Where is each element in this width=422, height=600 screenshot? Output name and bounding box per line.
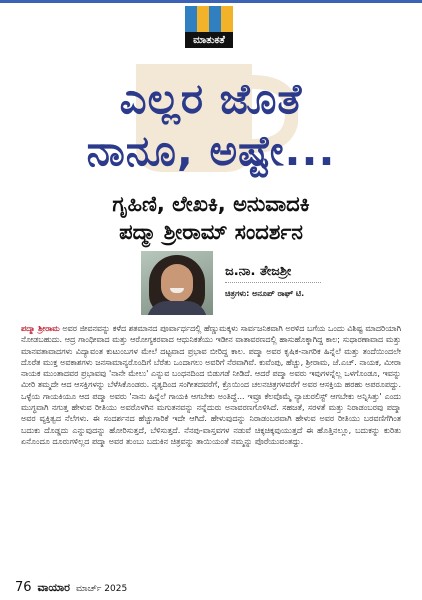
photo-credit: ಚಿತ್ರಗಳು: ಅನೂಪ್ ರಾಘ್ ಟಿ. bbox=[225, 289, 305, 298]
subheadline-line-1: ಗೃಹಿಣಿ, ಲೇಖಕಿ, ಅನುವಾದಕಿ bbox=[112, 192, 310, 216]
author-name: ಜ.ನಾ. ತೇಜಶ್ರೀ bbox=[225, 264, 292, 279]
tag-stripe-4 bbox=[221, 6, 233, 32]
issue-date: ಮಾರ್ಚ್ 2025 bbox=[75, 584, 128, 594]
byline-divider bbox=[225, 282, 321, 283]
tag-stripe-1 bbox=[185, 6, 197, 32]
article-lead: ಪದ್ಮಾ ಶ್ರೀರಾಮ bbox=[21, 324, 60, 333]
tag-stripe-2 bbox=[197, 6, 209, 32]
top-accent-bar bbox=[0, 0, 422, 3]
article-text: ಅವರ ಜೀವನವನ್ನು ಕಳೆದ ಶತಮಾನದ ಪೂರ್ವಾರ್ಧದಲ್ಲಿ ಹೆಣ್ಣುಮಕ್ಕಳು ಸಾರ್ವಜನಿಕವಾಗಿ ಅರಳಿದ ಬಗೆಯ ಒಂದು ವಿಶಿಷ್ಟ ಮಾದರಿಯಾಗಿ ನೋಡಬಹುದು. ಆದ್ರ ಗಾಂಧೀವಾದ ಮತ್ತು ಆರೋಗ್ಯಕರವಾದ ಆಧುನಿಕತೆಯು ಇಡೀನ ವಾತಾವರಣದಲ್ಲಿ ಹಾಸುಹೊಕ್ಕಾಗಿದ್ದ ಕಾಲ; ಸುಧಾರಣಾವಾದ ಮತ್ತು ಮಾನವತಾವಾದಗಳು ವಿದ್ಯಾವಂತ ಕುಟುಂಬಗಳ ಮೇಲೆ ದಟ್ಟವಾದ ಪ್ರಭಾವ ಬೀರಿದ್ದ ಕಾಲ. ಪದ್ಮಾ ಅವರ ಕೃಷಿಕ-ನಾಗರಿಕ ಹಿನ್ನೆಲೆ ಮತ್ತು ತಂದೆಯಿಂದಲೇ ದೊರೆತ ಮುಕ್ತ ಅವಕಾಶಗಳು ಜನಸಾಮಾನ್ಯರೊಂದಿಗೆ ಬೆರೆತು ಒಂದಾಗಲು ಅವರಿಗೆ ನೆರವಾಗಿವೆ. ಕುವೆಂಪು, ಹೆಚ್ಚು, ಶ್ರೀರಾಮ, ಜೆ.ಎಚ್. ನಾಯಕ, ಮೀರಾ ನಾಯಕ ಮುಂತಾದವರ ಪ್ರಭಾವವು 'ನಾನೇ ಮೇಲು' ಎನ್ನುವ ಬಂಧನದಿಂದ ಬಿಡುಗಡೆ ನೀಡಿದೆ. ಆದರೆ ಪದ್ಮಾ ಅವರು ಇವುಗಳನ್ನೆಲ್ಲ ಒಳಗೊಂಡೂ, ಇವನ್ನು ಮೀರಿ ತಮ್ಮದೇ ಆದ ಆಸಕ್ತಿಗಳನ್ನು ಬೆಳೆಸಿಕೊಂಡರು. ನೃತ್ಯದಿಂದ ಸಂಗೀತದವರೆಗೆ, ಕ್ರೊಯಿಂದ ಚಲನಚಿತ್ರಗಳವರೆಗೆ ಅವರ ಆಸಕ್ತಿಯ ಹರಹು ಅಪರೂಪದ್ದು. ಒಳ್ಳೆಯ ಗಾಯಕಿಯೂ ಆದ ಪದ್ಮಾ ಅವರು 'ನಾನು ಹಿನ್ನೆಲೆ ಗಾಯಕಿ ಆಗಬೇಕು ಅಂತಿದ್ದೆ... ಇವ್ರೂ ಕೆಲವೊಮ್ಮೆ ನ್ಯಾಚುರಲಿಸ್ಟ್ ಆಗಬೇಕು ಅನ್ನಿಸಿತ್ತು' ಎಂದು ಮುಗ್ಧವಾಗಿ ನಗುತ್ತ ಹೇಳುವ ರೀತಿಯು ಅವರೊಳಗಿನ ಮಗುತನವನ್ನು ನನ್ನೆದುರು ಅನಾವರಣಗೊಳಿಸಿದೆ. ಸಹಜತೆ, ಸರಳತೆ ಮತ್ತು ನಿರಾಡಂಬರವು ಪದ್ಮಾ ಅವರ ವ್ಯಕ್ತಿತ್ವದ ನೆಲೆಗಳು. ಈ ಸಂದರ್ಶನದ ಹೆಚ್ಚುಗಾರಿಕೆ ಇದೇ ಆಗಿದೆ. ಹೇಳುವುದನ್ನು ನಿರಾಡಂಬರವಾಗಿ ಹೇಳುವ ಅವರ ರೀತಿಯು ಬರವಣಿಗೆಗಿಂತ ಬದುಕು ದೊಡ್ಡದು ಎನ್ನುವುದನ್ನು ಹೋರಿಸುತ್ತದೆ, ಬೆಳಿಸುತ್ತದೆ. ನೆನಪು-ವಾಸ್ತವಗಳ ನಡುವೆ ಚಿಕ್ಕಚಿಕ್ಕವುಯುತ್ತದೆ ಈ ಹೊತ್ತಿನಲ್ಲೂ, ಬದುಕನ್ನು ಕುರಿತು ಏನೊಂದೂ ದೂರುಗಳಿಲ್ಲದ ಪದ್ಮಾ ಅವರ ತುಂಬು ಬದುಕಿನ ಚಿತ್ರವನ್ನು ತಾಯಿಯಂತೆ ನಮ್ಮನ್ನು ಪೊರೆಯುವಂತದ್ದು. bbox=[21, 324, 402, 446]
headline-line-1: ಎಲ್ಲರ ಜೊತೆ bbox=[119, 74, 303, 123]
section-tag-stripes bbox=[185, 6, 233, 32]
magazine-name: ವಾಯಾರ bbox=[37, 581, 70, 594]
headline-line-2: ನಾನೂ, ಅಷ್ಟೇ... bbox=[86, 126, 336, 175]
photo-face bbox=[161, 264, 193, 302]
tag-stripe-3 bbox=[209, 6, 221, 32]
author-photo bbox=[141, 251, 213, 315]
article-body bbox=[21, 323, 401, 447]
subheadline-line-2: ಪದ್ಮಾ ಶ್ರೀರಾಮ್ ಸಂದರ್ಶನ bbox=[119, 220, 303, 244]
page-number: 76 bbox=[15, 580, 32, 595]
section-tag-label: ಮಾತುಕತೆ bbox=[185, 32, 233, 48]
page-footer bbox=[15, 580, 127, 596]
